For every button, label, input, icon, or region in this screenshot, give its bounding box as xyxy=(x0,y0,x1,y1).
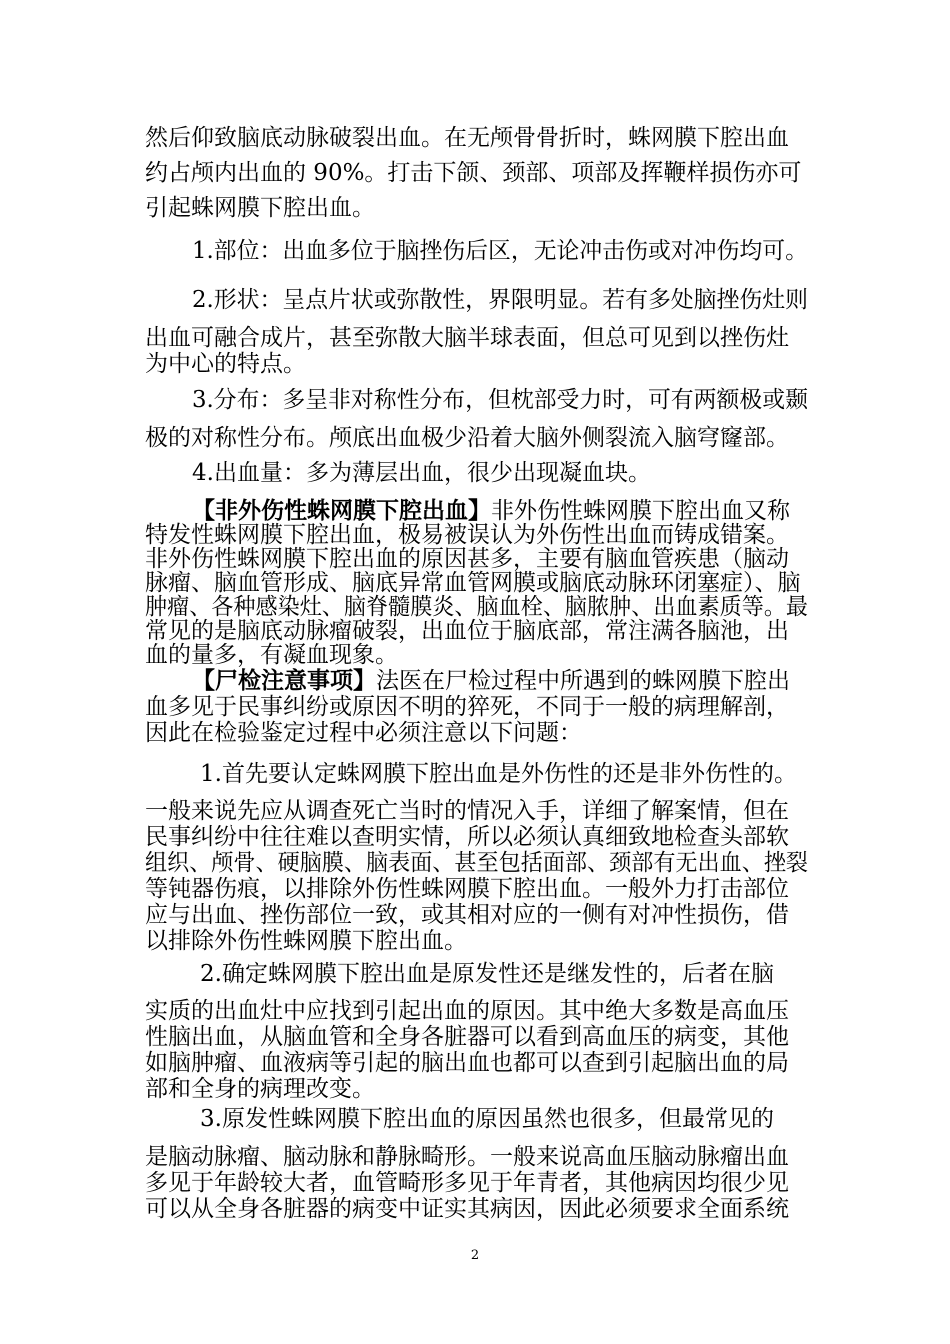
text-line: 是脑动脉瘤、脑动脉和静脉畸形。一般来说高血压脑动脉瘤出血 xyxy=(145,1144,789,1170)
text-line: 极的对称性分布。颅底出血极少沿着大脑外侧裂流入脑穹窿部。 xyxy=(145,425,789,451)
text-line: 为中心的特点。 xyxy=(145,351,306,377)
text-line: 性脑出血，从脑血管和全身各脏器可以看到高血压的病变，其他 xyxy=(145,1024,789,1050)
text-line: 3.分布：多呈非对称性分布，但枕部受力时，可有两额极或颞 xyxy=(192,387,808,413)
text-line: 引起蛛网膜下腔出血。 xyxy=(145,195,375,221)
text-line: 民事纠纷中往往难以查明实情，所以必须认真细致地检查头部软 xyxy=(145,824,789,850)
text-line: 因此在检验鉴定过程中必须注意以下问题： xyxy=(145,720,582,746)
page-number: 2 xyxy=(470,1248,480,1263)
text-line: 非外伤性蛛网膜下腔出血的原因甚多，主要有脑血管疾患（脑动 xyxy=(145,546,789,572)
text-line: 2.确定蛛网膜下腔出血是原发性还是继发性的，后者在脑 xyxy=(200,961,774,987)
text-line: 1.首先要认定蛛网膜下腔出血是外伤性的还是非外伤性的。 xyxy=(200,761,797,787)
text-line: 3.原发性蛛网膜下腔出血的原因虽然也很多，但最常见的 xyxy=(200,1106,774,1132)
text-span: 法医在尸检过程中所遇到的蛛网膜下腔出 xyxy=(376,668,790,694)
text-line: 血多见于民事纠纷或原因不明的猝死，不同于一般的病理解剖， xyxy=(145,694,789,720)
section-heading: 【尸检注意事项】 xyxy=(192,667,376,694)
text-line xyxy=(192,667,790,695)
text-line: 组织、颅骨、硬脑膜、脑表面、甚至包括面部、颈部有无出血、挫裂 xyxy=(145,850,809,876)
text-line: 如脑肿瘤、血液病等引起的脑出血也都可以查到引起脑出血的局 xyxy=(145,1050,789,1076)
text-line: 约占颅内出血的 90%。打击下颌、颈部、项部及挥鞭样损伤亦可 xyxy=(145,160,802,186)
text-line: 一般来说先应从调查死亡当时的情况入手，详细了解案情，但在 xyxy=(145,798,789,824)
text-line: 肿瘤、各种感染灶、脑脊髓膜炎、脑血栓、脑脓肿、出血素质等。最 xyxy=(145,594,809,620)
text-line: 4.出血量：多为薄层出血，很少出现凝血块。 xyxy=(192,460,651,486)
text-span: 非外伤性蛛网膜下腔出血又称 xyxy=(491,498,790,524)
text-line: 脉瘤、脑血管形成、脑底异常血管网膜或脑底动脉环闭塞症）、脑 xyxy=(145,570,801,596)
text-line: 1.部位：出血多位于脑挫伤后区，无论冲击伤或对冲伤均可。 xyxy=(192,238,808,264)
text-line: 等钝器伤痕，以排除外伤性蛛网膜下腔出血。一般外力打击部位 xyxy=(145,876,789,902)
text-line: 血的量多，有凝血现象。 xyxy=(145,642,398,668)
text-line: 特发性蛛网膜下腔出血，极易被误认为外伤性出血而铸成错案。 xyxy=(145,522,789,548)
text-line: 多见于年龄较大者，血管畸形多见于年青者，其他病因均很少见 xyxy=(145,1170,789,1196)
text-line: 然后仰致脑底动脉破裂出血。在无颅骨骨折时，蛛网膜下腔出血 xyxy=(145,125,789,151)
text-line: 出血可融合成片，甚至弥散大脑半球表面，但总可见到以挫伤灶 xyxy=(145,325,789,351)
text-line: 常见的是脑底动脉瘤破裂，出血位于脑底部，常注满各脑池，出 xyxy=(145,618,789,644)
section-heading: 【非外伤性蛛网膜下腔出血】 xyxy=(192,497,491,524)
text-line: 以排除外伤性蛛网膜下腔出血。 xyxy=(145,928,467,954)
text-line: 可以从全身各脏器的病变中证实其病因，因此必须要求全面系统 xyxy=(145,1196,789,1222)
text-line: 应与出血、挫伤部位一致，或其相对应的一侧有对冲性损伤，借 xyxy=(145,902,789,928)
text-line: 2.形状：呈点片状或弥散性，界限明显。若有多处脑挫伤灶则 xyxy=(192,287,808,313)
text-line: 实质的出血灶中应找到引起出血的原因。其中绝大多数是高血压 xyxy=(145,998,789,1024)
text-line: 部和全身的病理改变。 xyxy=(145,1076,375,1102)
